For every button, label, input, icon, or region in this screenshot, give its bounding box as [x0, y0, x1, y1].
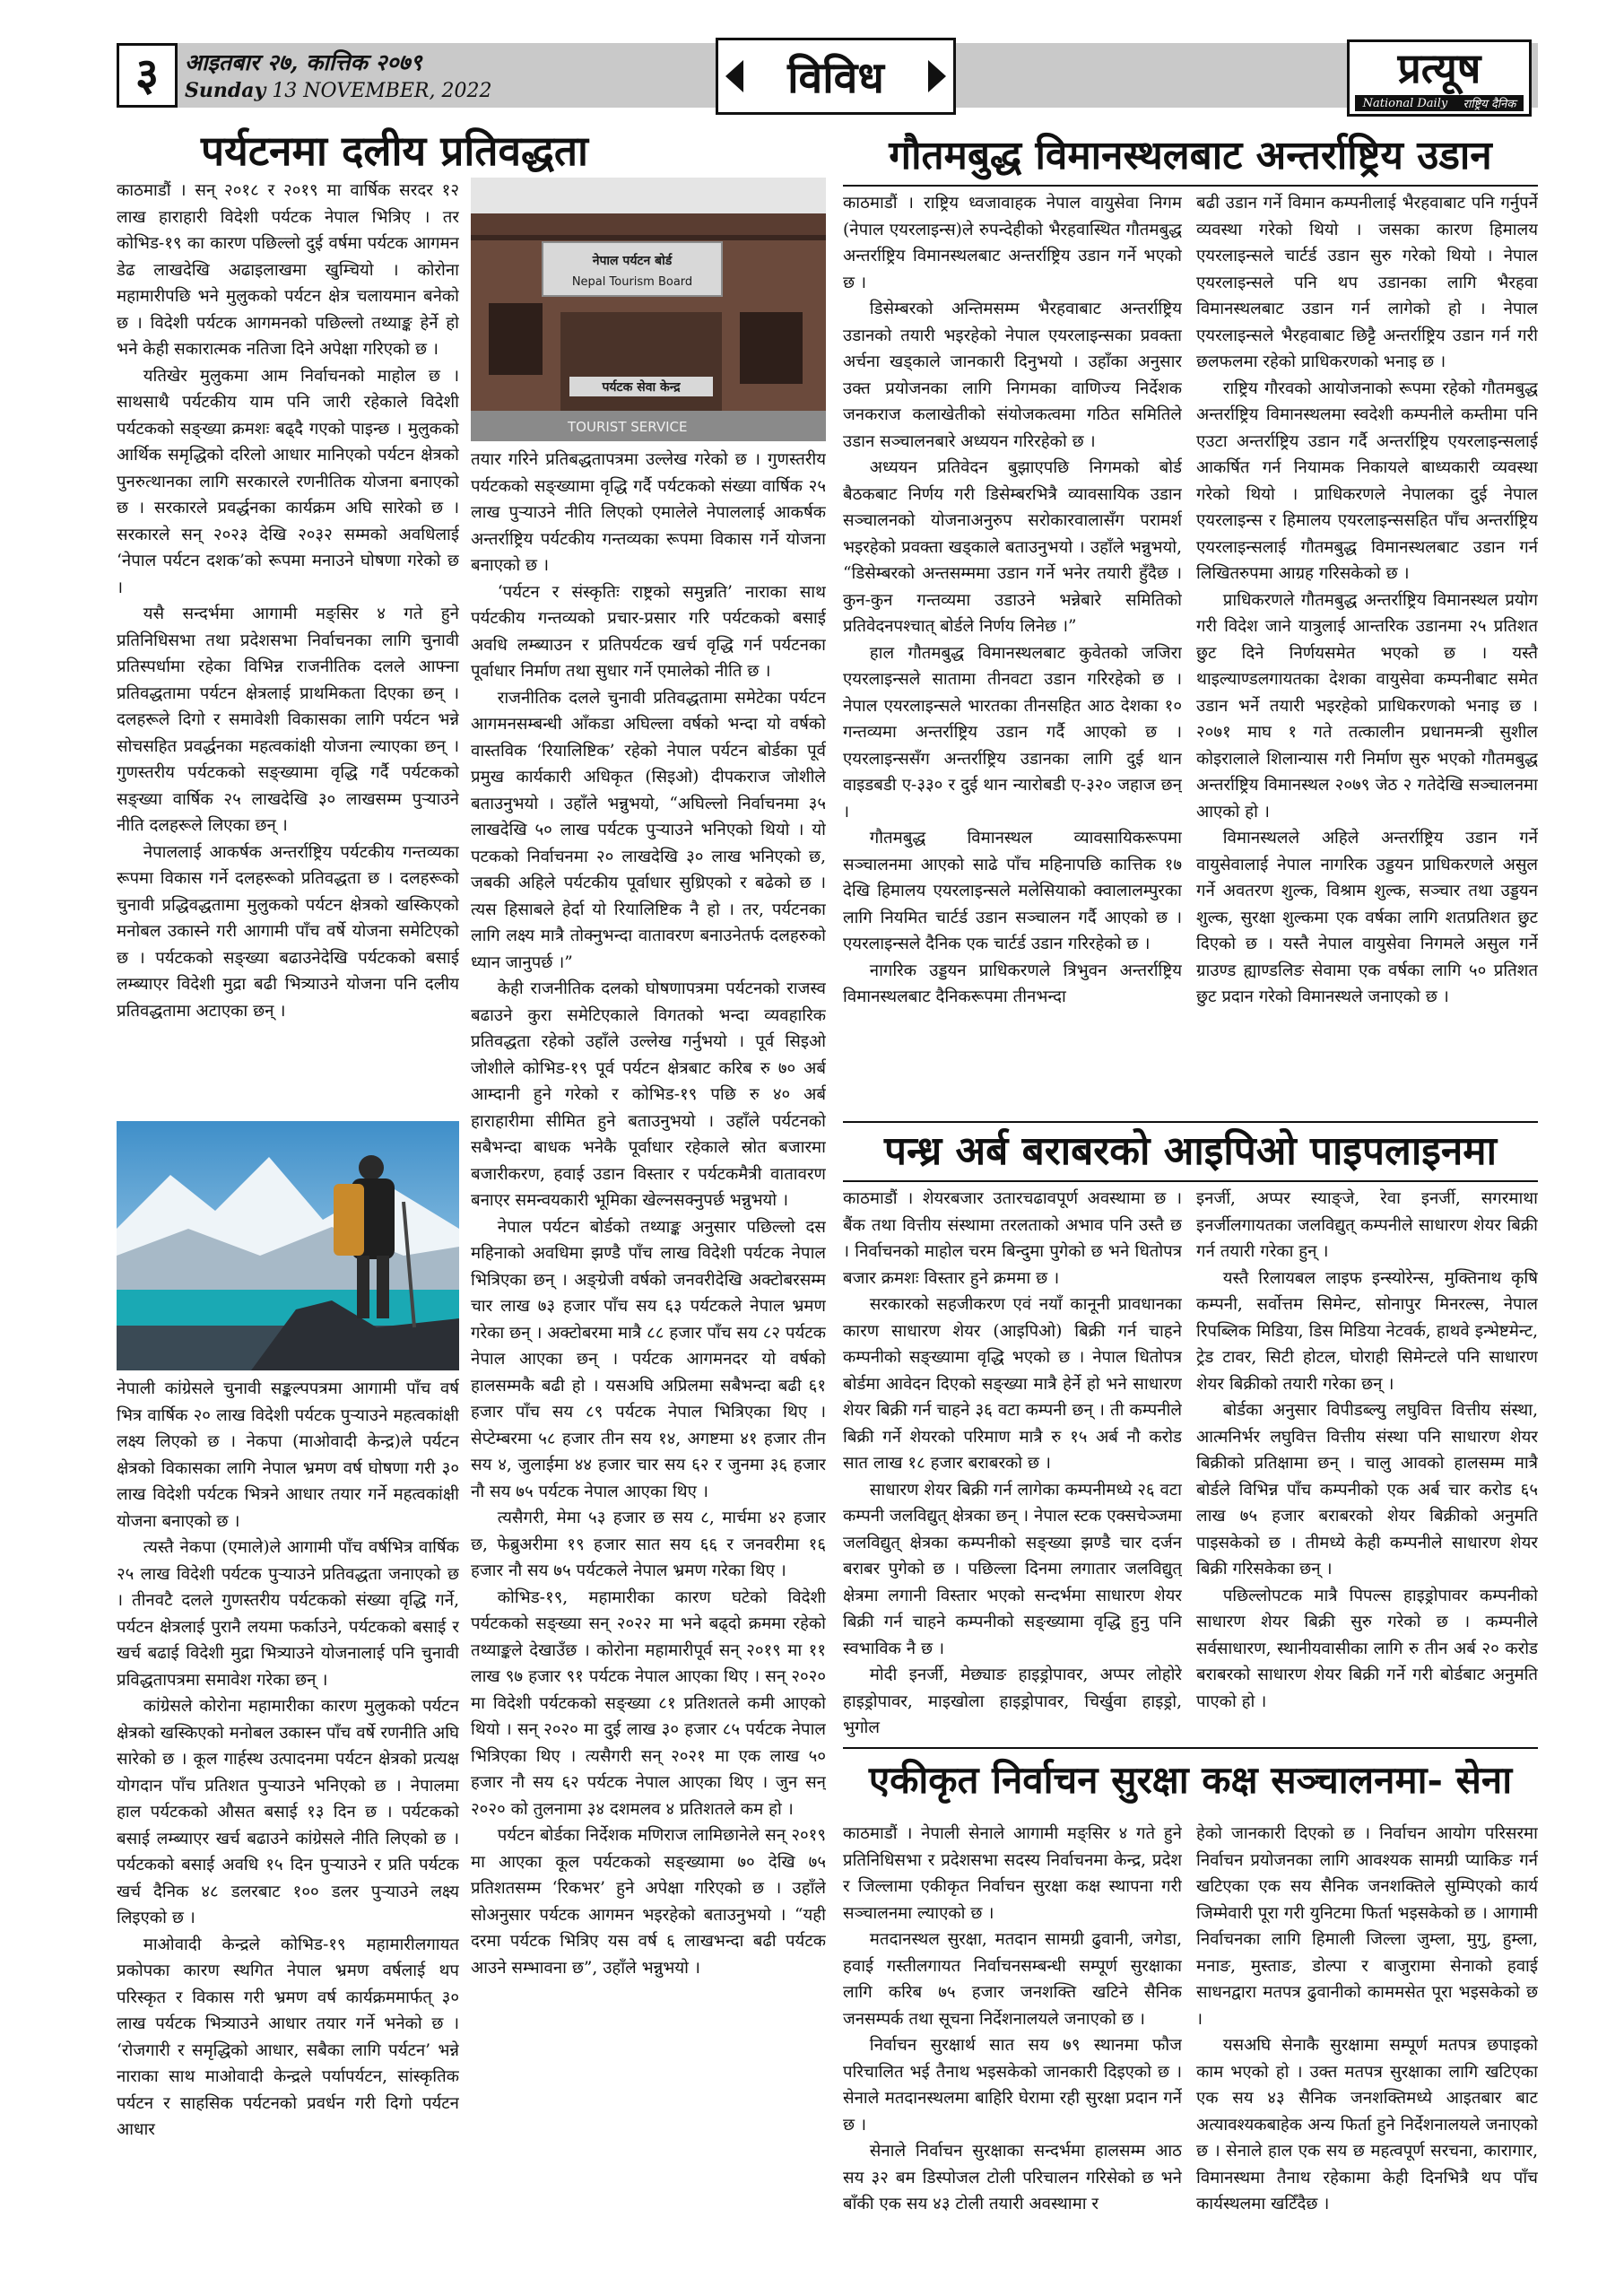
article3-paragraph: काठमाडौं । शेयरबजार उतारचढावपूर्ण अवस्थामा छ । बैंक तथा वित्तीय संस्थामा तरलताको अभाव पनि उस्तै छ । निर्वाचनको माहोल चरम बिन्दुमा पुगेको छ भने धितोपत्र बजार क्रमशः विस्तार हुने क्रममा छ ।: [843, 1189, 1182, 1288]
newspaper-logo: [1347, 39, 1532, 117]
date-english-day: Sunday: [185, 79, 266, 102]
page-number: ३: [117, 43, 178, 108]
article1-paragraph: पर्यटन बोर्डका निर्देशक मणिराज लामिछानेले सन् २०१९ मा आएका कूल पर्यटकको सङ्ख्यामा ७० देखि ७५ प्रतिशतसम्म ‘रिकभर’ हुने अपेक्षा गरिएको छ । उहाँले सोअनुसार पर्यटक आगमन भइरहेको बताउनुभयो । “यही दरमा पर्यटक भित्रिए यस वर्ष ६ लाखभन्दा बढी पर्यटक आउने सम्भावना छ”, उहाँले भन्नुभयो ।: [471, 1826, 826, 1978]
article3-headline: पन्ध्र अर्ब बराबरको आइपिओ पाइपलाइनमा: [884, 1128, 1497, 1174]
date-nepali: आइतबार २७, कात्तिक २०७९: [185, 49, 422, 75]
article1-paragraph: त्यसैगरी, मेमा ५३ हजार छ सय ८, मार्चमा ४२ हजार छ, फेब्रुअरीमा १९ हजार सात सय ६६ र जनवरीमा १६ हजार नौ सय ७५ पर्यटकले नेपाल भ्रमण गरेका थिए ।: [471, 1509, 826, 1580]
photo-sign-tourist-service: TOURIST SERVICE: [568, 419, 688, 435]
article4-paragraph: यसअघि सेनाकै सुरक्षामा सम्पूर्ण मतपत्र छपाइको काम भएको हो । उक्त मतपत्र सुरक्षाका लागि खटिएका एक सय ४३ सैनिक जनशक्तिमध्ये आइतबार बाट अत्यावश्यकबाहेक अन्य फिर्ता हुने निर्देशनालयले जनाएको छ । सेनाले हाल एक सय छ महत्वपूर्ण सरचना, कारागार, विमानस्थमा तैनाथ रहेकामा केही दिनभित्रै थप पाँच कार्यस्थलमा खटिँदैछ ।: [1196, 2036, 1538, 2213]
masthead: [117, 38, 1538, 120]
article2-paragraph: काठमाडौं । राष्ट्रिय ध्वजावाहक नेपाल वायुसेवा निगम (नेपाल एयरलाइन्स)ले रुपन्देहीको भैरहवास्थित गौतमबुद्ध अन्तर्राष्ट्रिय विमानस्थलबाट अन्तर्राष्ट्रिय उडान गर्ने भएको छ ।: [843, 194, 1182, 292]
article4-column-1: [843, 1821, 1182, 2294]
article1-paragraph: केही राजनीतिक दलको घोषणापत्रमा पर्यटनको राजस्व बढाउने कुरा समेटिएकाले विगतको भन्दा व्यवहारिक प्रतिवद्धता रहेको उहाँले उल्लेख गर्नुभयो । पूर्व सिइओ जोशीले कोभिड-१९ पूर्व पर्यटन क्षेत्रबाट करिब रु ७० अर्ब आम्दानी हुने गरेको र कोभिड-१९ पछि रु ४० अर्ब हाराहारीमा सीमित हुने बताउनुभयो । उहाँले पर्यटनको सबैभन्दा बाधक भनेकै पूर्वाधार रहेकाले स्रोत बजारमा बजारीकरण, हवाई उडान विस्तार र पर्यटकमैत्री वातावरण बनाएर समन्वयकारी भूमिका खेल्नसक्नुपर्छ भन्नुभयो ।: [471, 979, 826, 1210]
arrow-left-icon: [725, 60, 743, 92]
article4-paragraph: काठमाडौं । नेपाली सेनाले आगामी मङ्सिर ४ गते हुने प्रतिनिधिसभा र प्रदेशसभा सदस्य निर्वाचनमा केन्द्र, प्रदेश र जिल्लामा एकीकृत निर्वाचन सुरक्षा कक्ष स्थापना गरी सञ्चालनमा ल्याएको छ ।: [843, 1824, 1182, 1923]
article2-rule: [843, 185, 1538, 187]
date-english-line: [185, 79, 491, 102]
article2-paragraph: बढी उडान गर्ने विमान कम्पनीलाई भैरहवाबाट पनि गर्नुपर्ने व्यवस्था गरेको थियो । जसका कारण हिमालय एयरलाइन्सले चार्टर्ड उडान सुरु गरेको थियो । नेपाल एयरलाइन्सले पनि थप उडानका लागि भैरहवा विमानस्थलबाट उडान गर्न लागेको हो । नेपाल एयरलाइन्सले भैरहवाबाट छिट्टै अन्तर्राष्ट्रिय उडान गर्न गरी छलफलमा रहेको प्राधिकरणको भनाइ छ ।: [1196, 194, 1538, 371]
article3-rule: [843, 1180, 1538, 1182]
article1-column-1: [117, 178, 459, 1091]
article1-headline: पर्यटनमा दलीय प्रतिवद्धता: [201, 126, 588, 175]
article3-paragraph: इनर्जी, अप्पर स्याङ्जे, रेवा इनर्जी, सगरमाथा इनर्जीलगायतका जलविद्युत् कम्पनीले साधारण शेयर बिक्री गर्न तयारी गरेका हुन् ।: [1196, 1189, 1538, 1261]
article1-paragraph: यसै सन्दर्भमा आगामी मङ्सिर ४ गते हुने प्रतिनिधिसभा तथा प्रदेशसभा निर्वाचनका लागि चुनावी प्रतिस्पर्धामा रहेका विभिन्न राजनीतिक दलले आफ्ना प्रतिवद्धतामा पर्यटन क्षेत्रलाई प्राथमिकता दिएका छन् । दलहरूले दिगो र समावेशी विकासका लागि पर्यटन भन्ने सोचसहित प्रवर्द्धनका महत्वकांक्षी योजना ल्याएका छन् । गुणस्तरीय पर्यटकको सङ्ख्यामा वृद्धि गर्दै पर्यटकको सङ्ख्या वार्षिक २५ लाखदेखि ३० लाखसम्म पुऱ्याउने नीति दलहरूले लिएका छन् ।: [117, 604, 459, 835]
article2-paragraph: विमानस्थलले अहिले अन्तर्राष्ट्रिय उडान गर्ने वायुसेवालाई नेपाल नागरिक उड्डयन प्राधिकरणले असुल गर्ने अवतरण शुल्क, विश्राम शुल्क, सञ्चार तथा उड्डयन शुल्क, सुरक्षा शुल्कमा एक वर्षका लागि शतप्रतिशत छुट दिएको छ । यस्तै नेपाल वायुसेवा निगमले असुल गर्ने ग्राउण्ड ह्याण्डलिङ सेवामा एक वर्षका लागि ५० प्रतिशत छुट प्रदान गरेको विमानस्थले जनाएको छ ।: [1196, 829, 1538, 1006]
logo-tag-np: राष्ट्रिय दैनिक: [1463, 98, 1516, 111]
article1-paragraph: नेपाल पर्यटन बोर्डको तथ्याङ्क अनुसार पछिल्लो दस महिनाको अवधिमा झण्डै पाँच लाख विदेशी पर्यटक नेपाल भित्रिएका छन् । अङ्ग्रेजी वर्षको जनवरीदेखि अक्टोबरसम्म चार लाख ७३ हजार पाँच सय ६३ पर्यटकले नेपाल भ्रमण गरेका छन् । अक्टोबरमा मात्रै ८८ हजार पाँच सय ८२ पर्यटक नेपाल आएका छन् । पर्यटक आगमनदर यो वर्षको हालसम्मकै बढी हो । यसअघि अप्रिलमा सबैभन्दा बढी ६१ हजार पाँच सय ८९ पर्यटक नेपाल भित्रिएका थिए । सेप्टेम्बरमा ५८ हजार तीन सय १४, अगष्टमा ४१ हजार तीन सय ४, जुलाईमा ४४ हजार चार सय ६२ र जुनमा ३६ हजार नौ सय ७५ पर्यटक नेपाल आएका थिए ।: [471, 1217, 826, 1501]
article4-paragraph: निर्वाचन सुरक्षार्थ सात सय ७९ स्थानमा फौज परिचालित भई तैनाथ भइसकेको जानकारी दिइएको छ । सेनाले मतदानस्थलमा बाहिरि घेरामा रही सुरक्षा प्रदान गर्ने छ ।: [843, 2036, 1182, 2135]
article1-column-2: [471, 447, 826, 2294]
article1-paragraph: नेपाललाई आकर्षक अन्तर्राष्ट्रिय पर्यटकीय गन्तव्यका रूपमा विकास गर्ने दलहरूको प्रतिवद्धता छ । दलहरूको चुनावी प्रद्धिवद्धतामा मुलुकको पर्यटन क्षेत्रको खस्किएको मनोबल उकास्ने गरी आगामी पाँच वर्षे योजना समेटिएको छ । पर्यटकको सङ्ख्या बढाउनेदेखि पर्यटकको बसाई लम्ब्याएर विदेशी मुद्रा बढी भित्र्याउने योजना पनि दलीय प्रतिवद्धतामा अटाएका छन् ।: [117, 842, 459, 1021]
article1-paragraph: तयार गरिने प्रतिबद्धतापत्रमा उल्लेख गरेको छ । गुणस्तरीय पर्यटकको सङ्ख्यामा वृद्धि गर्दै पर्यटकको संख्या वार्षिक २५ लाख पुऱ्याउने नीति लिएको एमालेले नेपाललाई आकर्षक अन्तर्राष्ट्रिय पर्यटकीय गन्तव्यका रूपमा विकास गर्ने योजना बनाएको छ ।: [471, 450, 826, 575]
article1-paragraph: त्यस्तै नेकपा (एमाले)ले आगामी पाँच वर्षभित्र वार्षिक २५ लाख विदेशी पर्यटक पुऱ्याउने प्रतिवद्धता जनाएको छ । तीनवटै दलले गुणस्तरीय पर्यटकको संख्या वृद्धि गर्ने, पर्यटन क्षेत्रलाई पुरानै लयमा फर्काउने, पर्यटकको बसाई र खर्च बढाई विदेशी मुद्रा भित्र्याउने योजनालाई पनि चुनावी प्रविद्धतापत्रमा समावेश गरेका छन् ।: [117, 1538, 459, 1690]
section-title: विविध: [787, 52, 884, 103]
article1-photo-trekker: [117, 1121, 459, 1370]
logo-tag-en: National Daily: [1362, 96, 1448, 110]
article2-paragraph: प्राधिकरणले गौतमबुद्ध अन्तर्राष्ट्रिय विमानस्थल प्रयोग गरी विदेश जाने यात्रुलाई आन्तरिक उडानमा २५ प्रतिशत छुट दिने निर्णयसमेत भएको छ । यस्तै थाइल्याण्डलगायतका देशका वायुसेवा कम्पनीबाट समेत उडान भर्ने तयारी भइरहेको प्राधिकरणको भनाइ छ । २०७१ माघ १ गते तत्कालीन प्रधानमन्त्री सुशील कोइरालाले शिलान्यास गरी निर्माण सुरु भएको गौतमबुद्ध अन्तर्राष्ट्रिय विमानस्थल २०७९ जेठ २ गतेदेखि सञ्चालनमा आएको हो ।: [1196, 590, 1538, 822]
article4-paragraph: मतदानस्थल सुरक्षा, मतदान सामग्री ढुवानी, जगेडा, हवाई गस्तीलगायत निर्वाचनसम्बन्धी सम्पूर्ण सुरक्षाका लागि करिब ७५ हजार जनशक्ति खटिने सैनिक जनसम्पर्क तथा सूचना निर्देशनालयले जनाएको छ ।: [843, 1930, 1182, 2029]
article2-paragraph: हाल गौतमबुद्ध विमानस्थलबाट कुवेतको जजिरा एयरलाइन्सले सातामा तीनवटा उडान गरिरहेको छ । नेपाल एयरलाइन्सले भारतका तीनसहित आठ देशका १० गन्तव्यमा अन्तर्राष्ट्रिय उडान गर्दै आएको छ । एयरलाइन्ससँग अन्तर्राष्ट्रिय उडानका लागि दुई थान वाइडबडी ए-३३० र दुई थान न्यारोबडी ए-३२० जहाज छन् ।: [843, 643, 1182, 822]
photo-sign-np-board: नेपाल पर्यटन बोर्ड: [592, 254, 673, 268]
article1-paragraph: राजनीतिक दलले चुनावी प्रतिवद्धतामा समेटेका पर्यटन आगमनसम्बन्धी आँकडा अघिल्ला वर्षको भन्दा यो वर्षको वास्तविक ‘रियालिष्टिक’ रहेको नेपाल पर्यटन बोर्डका पूर्व प्रमुख कार्यकारी अधिकृत (सिइओ) दीपकराज जोशीले बताउनुभयो । उहाँले भन्नुभयो, “अघिल्लो निर्वाचनमा ३५ लाखदेखि ५० लाख पर्यटक पुऱ्याउने भनिएको थियो । यो पटकको निर्वाचनमा २० लाखदेखि ३० लाख भनिएको छ, जबकी अहिले पर्यटकीय पूर्वाधार सुध्रिएको र बढेको छ । त्यस हिसाबले हेर्दा यो रियालिष्टिक नै हो । तर, पर्यटनका लागि लक्ष्य मात्रै तोक्नुभन्दा वातावरण बनाउनेतर्फ दलहरुको ध्यान जानुपर्छ ।”: [471, 688, 826, 972]
article2-column-2: [1196, 190, 1538, 1116]
article3-top-rule: [843, 1121, 1538, 1123]
article2-paragraph: गौतमबुद्ध विमानस्थल व्यावसायिकरूपमा सञ्चालनमा आएको साढे पाँच महिनापछि कात्तिक १७ देखि हिमालय एयरलाइन्सले मलेसियाको क्वालालम्पुरका लागि नियमित चार्टर्ड उडान सञ्चालन गर्दै आएको छ । एयरलाइन्सले दैनिक एक चार्टर्ड उडान गरिरहेको छ ।: [843, 829, 1182, 953]
tourism-board-building-image: [471, 178, 826, 441]
article3-paragraph: पछिल्लोपटक मात्रै पिपल्स हाइड्रोपावर कम्पनीको साधारण शेयर बिक्री सुरु गरेको छ । कम्पनीले सर्वसाधारण, स्थानीयवासीका लागि रु तीन अर्ब २० करोड बराबरको साधारण शेयर बिक्री गर्ने गरी बोर्डबाट अनुमति पाएको हो ।: [1196, 1586, 1538, 1711]
article2-column-1: [843, 190, 1182, 1116]
article4-paragraph: सेनाले निर्वाचन सुरक्षाका सन्दर्भमा हालसम्म आठ सय ३२ बम डिस्पोजल टोली परिचालन गरिसेको छ भने बाँकी एक सय ४३ टोली तयारी अवस्थामा र: [843, 2142, 1182, 2213]
section-label-box: [716, 38, 956, 115]
article3-column-1: [843, 1186, 1182, 1742]
article4-headline: एकीकृत निर्वाचन सुरक्षा कक्ष सञ्चालनमा- सेना: [868, 1758, 1513, 1802]
article3-column-2: [1196, 1186, 1538, 1742]
article1-paragraph: नेपाली कांग्रेसले चुनावी सङ्कल्पपत्रमा आगामी पाँच वर्ष भित्र वार्षिक २० लाख विदेशी पर्यटक पुऱ्याउने महत्वकांक्षी लक्ष्य लिएको छ । नेकपा (माओवादी केन्द्र)ले पर्यटन क्षेत्रको विकासका लागि नेपाल भ्रमण वर्ष घोषणा गरी ३० लाख विदेशी पर्यटक भित्रने आधार तयार गर्ने महत्वकांक्षी योजना बनाएको छ ।: [117, 1379, 459, 1531]
article2-paragraph: राष्ट्रिय गौरवको आयोजनाको रूपमा रहेको गौतमबुद्ध अन्तर्राष्ट्रिय विमानस्थलमा स्वदेशी कम्पनीले कम्तीमा पनि एउटा अन्तर्राष्ट्रिय उडान गर्दै अन्तर्राष्ट्रिय एयरलाइन्सलाई आकर्षित गर्न नियामक निकायले बाध्यकारी व्यवस्था गरेको थियो । प्राधिकरणले नेपालका दुई नेपाल एयरलाइन्स र हिमालय एयरलाइन्ससहित पाँच अन्तर्राष्ट्रिय एयरलाइन्सलाई गौतमबुद्ध विमानस्थलबाट उडान गर्न लिखितरुपमा आग्रह गरिसकेको छ ।: [1196, 378, 1538, 583]
article4-paragraph: हेको जानकारी दिएको छ । निर्वाचन आयोग परिसरमा निर्वाचन प्रयोजनका लागि आवश्यक सामग्री प्याकिङ गर्न खटिएका एक सय सैनिक जनशक्तिले सुम्पिएको कार्य जिम्मेवारी पूरा गरी युनिटमा फिर्ता भइसकेको छ । आगामी निर्वाचनका लागि हिमाली जिल्ला जुम्ला, मुगु, हुम्ला, मनाङ, मुस्ताङ, डोल्पा र बाजुरामा सेनाको हवाई साधनद्वारा मतपत्र ढुवानीको काममसेत पूरा भइसकेको छ ।: [1196, 1824, 1538, 2029]
article3-paragraph: साधारण शेयर बिक्री गर्न लागेका कम्पनीमध्ये २६ वटा कम्पनी जलविद्युत् क्षेत्रका छन् । नेपाल स्टक एक्सचेञ्जमा जलविद्युत् क्षेत्रका कम्पनीको सङ्ख्या झण्डै चार दर्जन बराबर पुगेको छ । पछिल्ला दिनमा लगातार जलविद्युत् क्षेत्रमा लगानी विस्तार भएको सन्दर्भमा साधारण शेयर बिक्री गर्न चाहने कम्पनीको सङ्ख्यामा वृद्धि हुनु पनि स्वभाविक नै छ ।: [843, 1480, 1182, 1658]
trekker-lake-image: [117, 1121, 459, 1370]
photo-sign-en-board: Nepal Tourism Board: [571, 275, 693, 289]
article4-top-rule: [843, 1747, 1538, 1749]
date-english: 13 NOVEMBER, 2022: [272, 80, 492, 102]
article3-paragraph: बोर्डका अनुसार विपीडब्ल्यु लघुवित्त वित्तीय संस्था, आत्मनिर्भर लघुवित्त वित्तीय संस्था पनि साधारण शेयर बिक्रीको प्रतिक्षामा छन् । चालु आवको हालसम्म मात्रै बोर्डले विभिन्न पाँच कम्पनीको एक अर्ब चार करोड ६५ लाख ७५ हजार बराबरको शेयर बिक्रीको अनुमति पाइसकेको छ । तीमध्ये केही कम्पनीले साधारण शेयर बिक्री गरिसकेका छन् ।: [1196, 1401, 1538, 1578]
article1-paragraph: कांग्रेसले कोरोना महामारीका कारण मुलुकको पर्यटन क्षेत्रको खस्किएको मनोबल उकास्न पाँच वर्षे रणनीति अघि सारेको छ । कूल गार्हस्थ उत्पादनमा पर्यटन क्षेत्रको प्रत्यक्ष योगदान पाँच प्रतिशत पुऱ्याउने भनिएको छ । नेपालमा हाल पर्यटकको औसत बसाई १३ दिन छ । पर्यटकको बसाई लम्ब्याएर खर्च बढाउने कांग्रेसले नीति लिएको छ । पर्यटकको बसाई अवधि १५ दिन पुऱ्याउने र प्रति पर्यटक खर्च दैनिक ४८ डलरबाट १०० डलर पुऱ्याउने लक्ष्य लिइएको छ ।: [117, 1697, 459, 1927]
article1-photo-tourism-board: [471, 178, 826, 441]
article1-paragraph: माओवादी केन्द्रले कोभिड-१९ महामारीलगायत प्रकोपका कारण स्थगित नेपाल भ्रमण वर्षलाई थप परिस्कृत र विकास गरी भ्रमण वर्ष कार्यक्रममार्फत् ३० लाख पर्यटक भित्र्याउने आधार तयार गर्ने भनेको छ । ‘रोजगारी र समृद्धिको आधार, सबैका लागि पर्यटन’ भन्ने नाराका साथ माओवादी केन्द्रले पर्यापर्यटन, सांस्कृतिक पर्यटन र साहसिक पर्यटनको प्रवर्धन गरी दिगो पर्यटन आधार: [117, 1935, 459, 2139]
article1-paragraph: काठमाडौं । सन् २०१८ र २०१९ मा वार्षिक सरदर १२ लाख हाराहारी विदेशी पर्यटक नेपाल भित्रिए । तर कोभिड-१९ का कारण पछिल्लो दुई वर्षमा पर्यटक आगमन डेढ लाखदेखि अढाइलाखमा खुम्चियो । कोरोना महामारीपछि भने मुलुकको पर्यटन क्षेत्र चलायमान बनेको छ । विदेशी पर्यटक आगमनको पछिल्लो तथ्याङ्क हेर्ने हो भने केही सकारात्मक नतिजा दिने अपेक्षा गरिएको छ ।: [117, 181, 459, 359]
article3-paragraph: यस्तै रिलायबल लाइफ इन्स्योरेन्स, मुक्तिनाथ कृषि कम्पनी, सर्वोत्तम सिमेन्ट, सोनापुर मिनरल्स, नेपाल रिपब्लिक मिडिया, डिस मिडिया नेटवर्क, हाथवे इन्भेष्टमेन्ट, ट्रेड टावर, सिटी होटल, घोराही सिमेन्टले पनि साधारण शेयर बिक्रीको तयारी गरेका छन् ।: [1196, 1268, 1538, 1394]
article3-paragraph: सरकारको सहजीकरण एवं नयाँ कानूनी प्रावधानका कारण साधारण शेयर (आइपिओ) बिक्री गर्न चाहने कम्पनीको सङ्ख्यामा वृद्धि भएको छ । नेपाल धितोपत्र बोर्डमा आवेदन दिएको सङ्ख्या मात्रै हेर्ने हो भने साधारण शेयर बिक्री गर्न चाहने ३६ वटा कम्पनी छन् । ती कम्पनीले बिक्री गर्ने शेयरको परिमाण मात्रै रु १५ अर्ब नौ करोड सात लाख १८ हजार बराबरको छ ।: [843, 1295, 1182, 1473]
article1-paragraph: कोभिड-१९, महामारीका कारण घटेको विदेशी पर्यटकको सङ्ख्या सन् २०२२ मा भने बढ्दो क्रममा रहेको तथ्याङ्कले देखाउँछ । कोरोना महामारीपूर्व सन् २०१९ मा ११ लाख ९७ हजार ९१ पर्यटक नेपाल आएका थिए । सन् २०२० मा विदेशी पर्यटकको सङ्ख्या ८१ प्रतिशतले कमी आएको थियो । सन् २०२० मा दुई लाख ३० हजार ८५ पर्यटक नेपाल भित्रिएका थिए । त्यसैगरी सन् २०२१ मा एक लाख ५० हजार नौ सय ६२ पर्यटक नेपाल आएका थिए । जुन सन् २०२० को तुलनामा ३४ दशमलव ४ प्रतिशतले कम हो ।: [471, 1587, 826, 1819]
article2-headline: गौतमबुद्ध विमानस्थलबाट अन्तर्राष्ट्रिय उडान: [889, 133, 1492, 178]
article1-column-1b: [117, 1376, 459, 2294]
logo-tagline: [1355, 95, 1524, 111]
article3-paragraph: मोदी इनर्जी, मेछ्याङ हाइड्रोपावर, अप्पर लोहोरे हाइड्रोपावर, माइखोला हाइड्रोपावर, चिर्खुवा हाइड्रो, भुगोल: [843, 1665, 1182, 1737]
article4-column-2: [1196, 1821, 1538, 2294]
article2-paragraph: नागरिक उड्डयन प्राधिकरणले त्रिभुवन अन्तर्राष्ट्रिय विमानस्थलबाट दैनिकरूपमा तीनभन्दा: [843, 961, 1182, 1006]
article1-paragraph: यतिखेर मुलुकमा आम निर्वाचनको माहोल छ । साथसाथै पर्यटकीय याम पनि जारी रहेकाले विदेशी पर्यटकको सङ्ख्या क्रमशः बढ्दै गएको पाइन्छ । मुलुकको आर्थिक समृद्धिको दरिलो आधार मानिएको पर्यटन क्षेत्रको पुनरुत्थानका लागि सरकारले रणनीतिक योजना बनाएको छ । सरकारले प्रवर्द्धनका कार्यक्रम अघि सारेको छ । सरकारले सन् २०२३ देखि २०३२ सम्मको अवधिलाई ‘नेपाल पर्यटन दशक’को रूपमा मनाउने घोषणा गरेको छ ।: [117, 366, 459, 597]
article2-paragraph: अध्ययन प्रतिवेदन बुझाएपछि निगमको बोर्ड बैठकबाट निर्णय गरी डिसेम्बरभित्रै व्यावसायिक उडान सञ्चालनको योजनाअनुरुप सरोकारवालासँग परामर्श भइरहेको प्रवक्ता खड्काले बताउनुभयो । उहाँले भन्नुभयो, “डिसेम्बरको अन्तसम्ममा उडान गर्ने भनेर तयारी हुँदैछ । कुन-कुन गन्तव्यमा उडाउने भन्नेबारे समितिको प्रतिवेदनपश्चात् बोर्डले निर्णय लिनेछ ।”: [843, 458, 1182, 636]
logo-name: प्रत्यूष: [1397, 44, 1481, 92]
photo-sign-service-centre: पर्यटक सेवा केन्द्र: [602, 380, 681, 395]
arrow-right-icon: [928, 60, 946, 92]
article1-paragraph: ‘पर्यटन र संस्कृतिः राष्ट्रको समुन्नति’ नाराका साथ पर्यटकीय गन्तव्यको प्रचार-प्रसार गरि पर्यटकको बसाई अवधि लम्ब्याउन र प्रतिपर्यटक खर्च वृद्धि गर्न पर्यटनका पूर्वाधार निर्माण तथा सुधार गर्ने एमालेको नीति छ ।: [471, 582, 826, 681]
article2-paragraph: डिसेम्बरको अन्तिमसम्म भैरहवाबाट अन्तर्राष्ट्रिय उडानको तयारी भइरहेको नेपाल एयरलाइन्सका प्रवक्ता अर्चना खड्काले जानकारी दिनुभयो । उहाँका अनुसार उक्त प्रयोजनका लागि निगमका वाणिज्य निर्देशक जनकराज कलाखेतीको संयोजकत्वमा गठित समितिले उडान सञ्चालनबारे अध्ययन गरिरहेको छ ।: [843, 300, 1182, 451]
